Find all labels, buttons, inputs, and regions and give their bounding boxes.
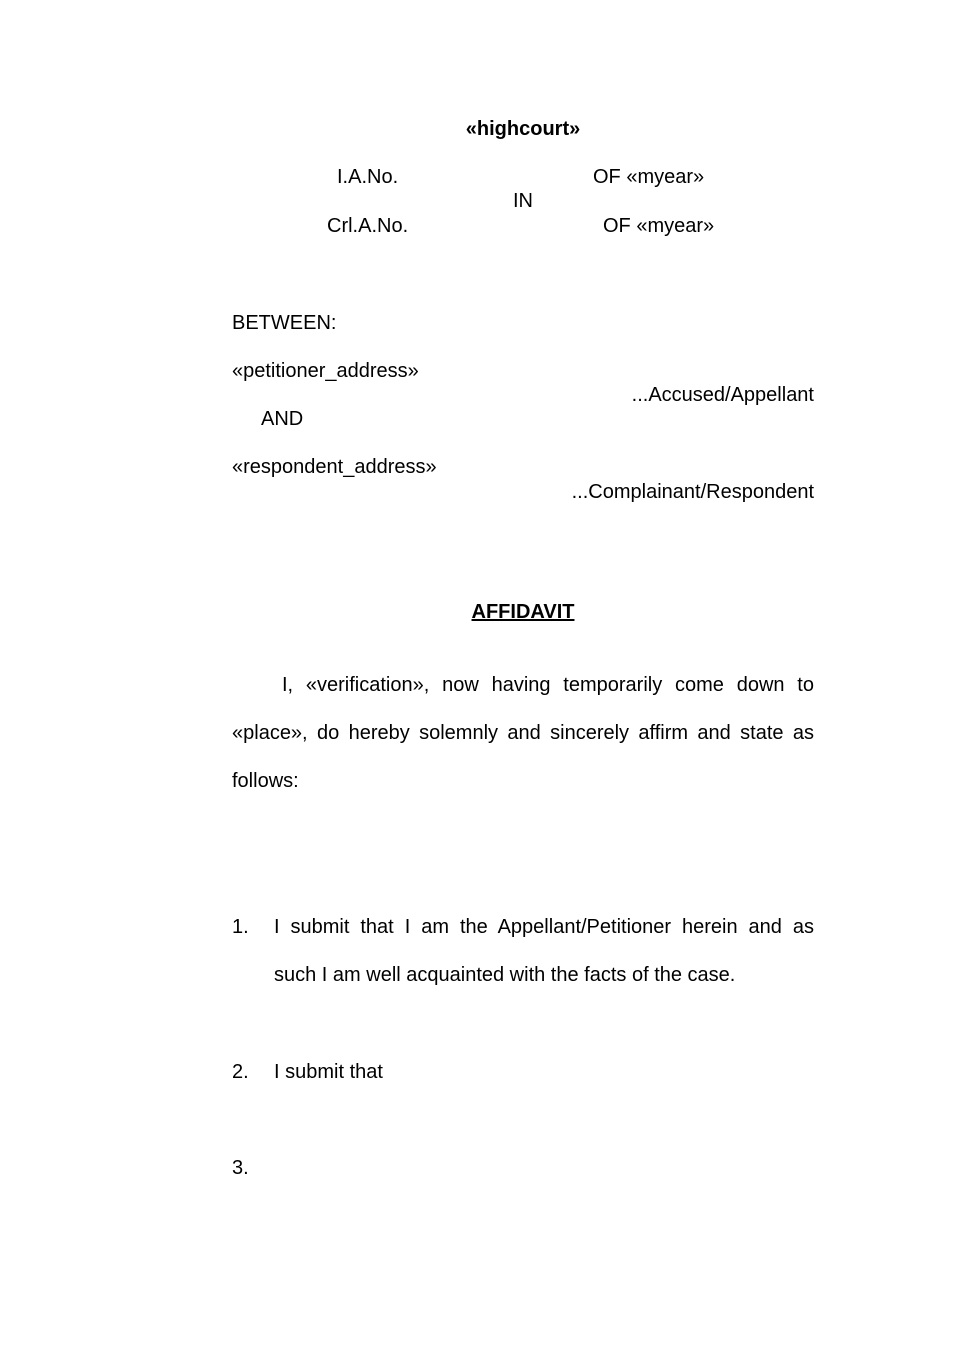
- crl-number-label: Crl.A.No.: [327, 215, 409, 237]
- intro-line-3: follows:: [232, 770, 299, 792]
- ia-year: OF «myear»: [593, 166, 705, 188]
- item-1-line-1: I submit that I am the Appellant/Petitioner herein and as: [274, 916, 814, 938]
- item-1-number: 1.: [232, 916, 249, 938]
- respondent-address: «respondent_address»: [232, 456, 437, 478]
- petitioner-address: «petitioner_address»: [232, 360, 419, 382]
- respondent-role: ...Complainant/Respondent: [571, 481, 814, 503]
- and-label: AND: [261, 408, 304, 430]
- item-2-number: 2.: [232, 1061, 249, 1083]
- item-2-line-1: I submit that: [274, 1061, 383, 1083]
- in-label: IN: [513, 190, 533, 212]
- intro-line-2: «place», do hereby solemnly and sincerely affirm and state as: [232, 722, 814, 744]
- court-name: «highcourt»: [465, 118, 581, 140]
- item-1-line-2: such I am well acquainted with the facts of the case.: [274, 964, 736, 986]
- ia-number-label: I.A.No.: [337, 166, 399, 188]
- between-label: BETWEEN:: [232, 312, 337, 334]
- item-3-number: 3.: [232, 1157, 249, 1179]
- petitioner-role: ...Accused/Appellant: [631, 384, 814, 406]
- affidavit-title: AFFIDAVIT: [471, 601, 575, 623]
- crl-year: OF «myear»: [603, 215, 715, 237]
- intro-line-1: I, «verification», now having temporarily come down to: [282, 674, 814, 696]
